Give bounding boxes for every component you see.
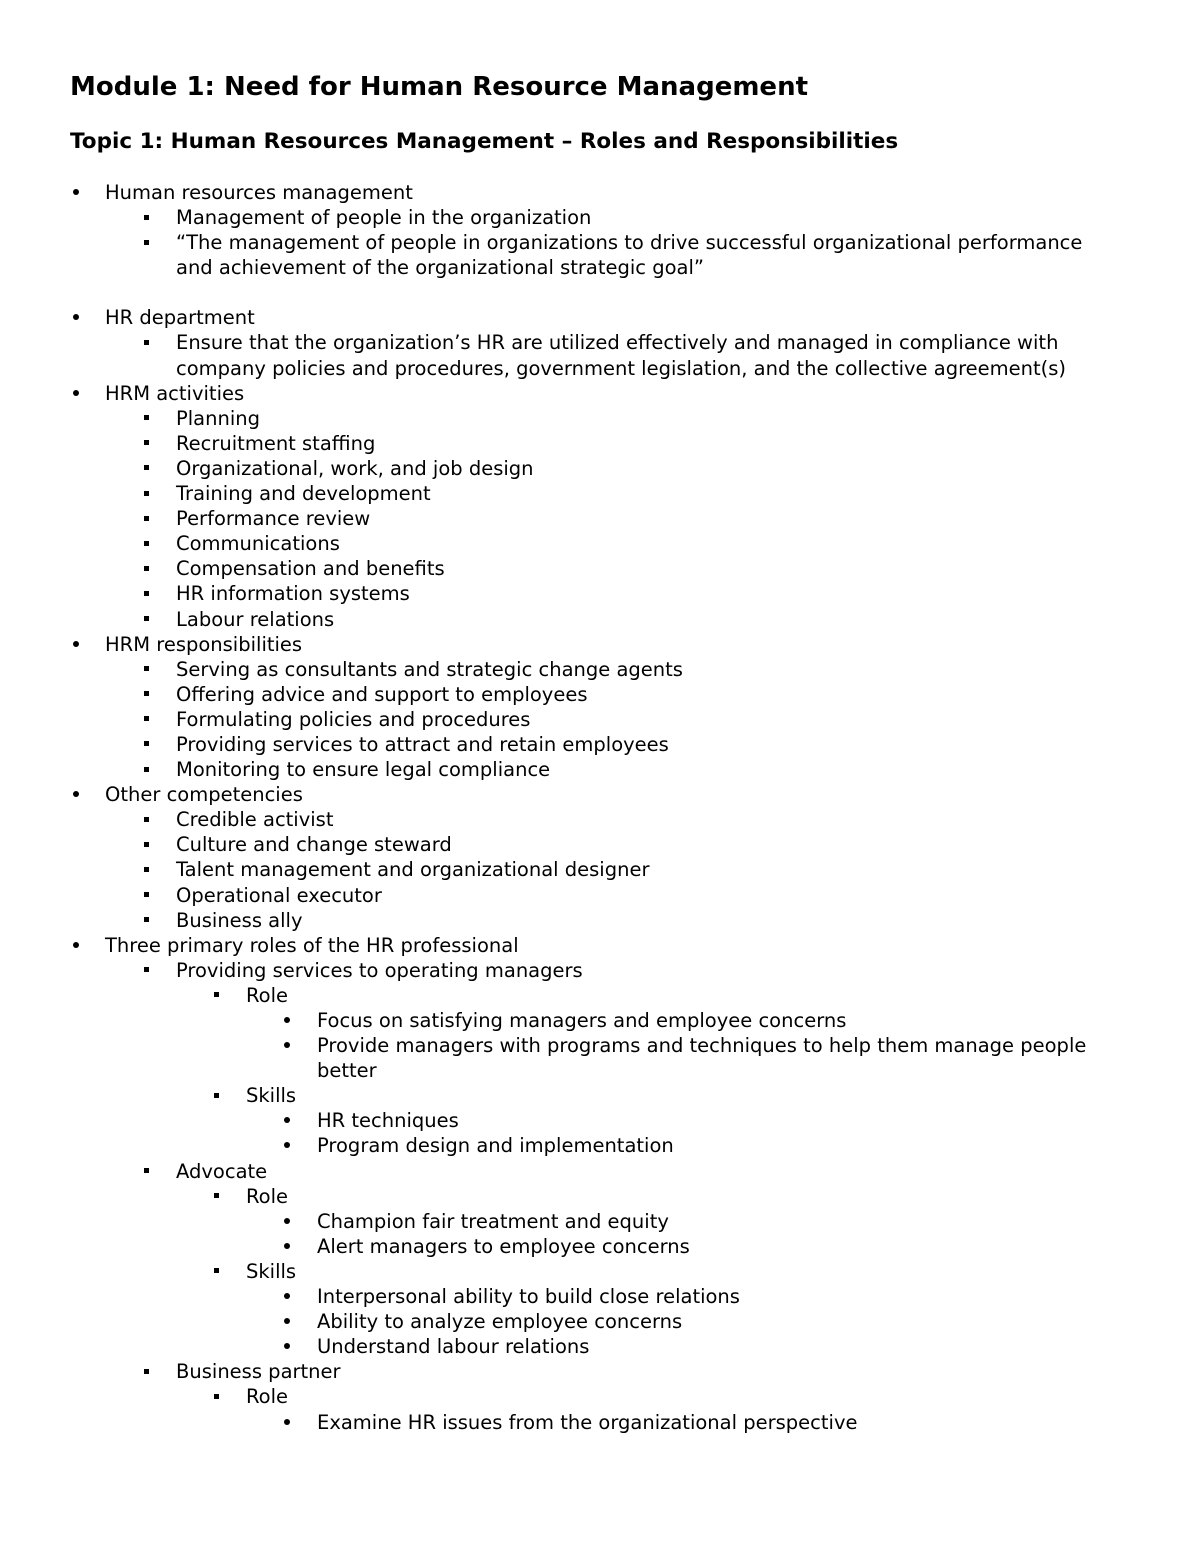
outline-item-text: Skills xyxy=(246,1259,297,1283)
outline-item-level-2 xyxy=(0,205,1200,230)
outline-item-level-2 xyxy=(0,456,1200,481)
outline-item-text: HRM responsibilities xyxy=(105,632,303,656)
square-bullet-icon xyxy=(136,682,156,707)
outline-item-text: Role xyxy=(246,1184,289,1208)
square-bullet-icon xyxy=(136,431,156,456)
round-bullet-icon xyxy=(277,1209,297,1234)
round-bullet-icon xyxy=(277,1284,297,1309)
outline-item-level-1 xyxy=(0,782,1200,807)
outline-list xyxy=(0,180,1200,1435)
outline-item-level-2 xyxy=(0,330,1200,380)
outline-item-text: Business partner xyxy=(176,1360,341,1384)
outline-item-text: Credible activist xyxy=(176,808,334,832)
round-bullet-icon xyxy=(277,1108,297,1133)
outline-item-text: Monitoring to ensure legal compliance xyxy=(176,758,551,782)
outline-item-text: Labour relations xyxy=(176,607,335,631)
square-bullet-icon xyxy=(206,1083,226,1108)
round-bullet-icon xyxy=(277,1309,297,1334)
outline-item-text: Performance review xyxy=(176,507,371,531)
outline-item-level-4 xyxy=(0,1334,1200,1359)
module-title: Module 1: Need for Human Resource Management xyxy=(70,72,809,102)
outline-item-level-3 xyxy=(0,1259,1200,1284)
outline-item-level-1 xyxy=(0,305,1200,330)
outline-item-text: Training and development xyxy=(176,482,431,506)
outline-item-text: Provide managers with programs and techniques to help them manage people better xyxy=(317,1034,1087,1083)
round-bullet-icon xyxy=(277,1234,297,1259)
square-bullet-icon xyxy=(136,607,156,632)
square-bullet-icon xyxy=(136,657,156,682)
outline-item-text: Champion fair treatment and equity xyxy=(317,1209,669,1233)
outline-item-level-1 xyxy=(0,180,1200,205)
outline-item-level-2 xyxy=(0,732,1200,757)
outline-item-text: Management of people in the organization xyxy=(176,206,592,230)
square-bullet-icon xyxy=(206,1259,226,1284)
outline-item-text: Business ally xyxy=(176,908,303,932)
outline-item-text: Understand labour relations xyxy=(317,1335,590,1359)
square-bullet-icon xyxy=(136,556,156,581)
round-bullet-icon xyxy=(66,782,86,807)
outline-item-text: Offering advice and support to employees xyxy=(176,682,588,706)
outline-item-level-3 xyxy=(0,1384,1200,1409)
outline-item-level-4 xyxy=(0,1209,1200,1234)
topic-heading: Topic 1: Human Resources Management – Roles and Responsibilities xyxy=(70,129,899,154)
outline-item-text: Advocate xyxy=(176,1159,268,1183)
outline-item-level-3 xyxy=(0,1184,1200,1209)
square-bullet-icon xyxy=(136,230,156,255)
outline-item-level-2 xyxy=(0,807,1200,832)
square-bullet-icon xyxy=(206,1184,226,1209)
outline-item-level-1 xyxy=(0,381,1200,406)
outline-item-text: Other competencies xyxy=(105,783,303,807)
square-bullet-icon xyxy=(136,581,156,606)
outline-item-text: HR techniques xyxy=(317,1109,459,1133)
square-bullet-icon xyxy=(136,481,156,506)
outline-item-level-2 xyxy=(0,757,1200,782)
outline-item-text: Alert managers to employee concerns xyxy=(317,1234,690,1258)
outline-item-text: HR information systems xyxy=(176,582,410,606)
round-bullet-icon xyxy=(66,381,86,406)
square-bullet-icon xyxy=(136,205,156,230)
outline-item-level-1 xyxy=(0,632,1200,657)
outline-item-text: Program design and implementation xyxy=(317,1134,674,1158)
outline-item-text: Role xyxy=(246,983,289,1007)
square-bullet-icon xyxy=(136,330,156,355)
outline-item-level-3 xyxy=(0,1083,1200,1108)
square-bullet-icon xyxy=(136,832,156,857)
square-bullet-icon xyxy=(136,857,156,882)
outline-item-text: Interpersonal ability to build close relations xyxy=(317,1285,740,1309)
square-bullet-icon xyxy=(136,732,156,757)
outline-item-text: Culture and change steward xyxy=(176,833,452,857)
square-bullet-icon xyxy=(136,908,156,933)
outline-item-level-4 xyxy=(0,1234,1200,1259)
outline-item-text: Operational executor xyxy=(176,883,382,907)
outline-item-level-2 xyxy=(0,230,1200,280)
outline-item-level-4 xyxy=(0,1033,1200,1083)
round-bullet-icon xyxy=(66,933,86,958)
outline-item-text: “The management of people in organizations to drive successful organizational performance and achievement of the organizational strategic goal” xyxy=(176,231,1083,280)
outline-item-text: Serving as consultants and strategic change agents xyxy=(176,657,683,681)
outline-item-level-2 xyxy=(0,857,1200,882)
outline-item-text: HR department xyxy=(105,306,255,330)
round-bullet-icon xyxy=(277,1033,297,1058)
outline-item-level-2 xyxy=(0,657,1200,682)
round-bullet-icon xyxy=(66,305,86,330)
outline-item-text: Talent management and organizational designer xyxy=(176,858,650,882)
round-bullet-icon xyxy=(277,1008,297,1033)
outline-item-text: Formulating policies and procedures xyxy=(176,707,531,731)
outline-item-text: Ability to analyze employee concerns xyxy=(317,1310,683,1334)
outline-item-level-4 xyxy=(0,1284,1200,1309)
outline-item-level-4 xyxy=(0,1108,1200,1133)
square-bullet-icon xyxy=(206,1384,226,1409)
round-bullet-icon xyxy=(277,1133,297,1158)
round-bullet-icon xyxy=(66,180,86,205)
outline-item-text: Ensure that the organization’s HR are utilized effectively and managed in compliance with company policies and procedures, government legislation, and the collective agreement(s) xyxy=(176,331,1067,380)
square-bullet-icon xyxy=(136,757,156,782)
outline-item-level-2 xyxy=(0,883,1200,908)
outline-item-text: Focus on satisfying managers and employee concerns xyxy=(317,1009,847,1032)
square-bullet-icon xyxy=(136,1359,156,1384)
outline-item-level-4 xyxy=(0,1133,1200,1158)
outline-item-text: Compensation and benefits xyxy=(176,557,445,581)
outline-item-level-2 xyxy=(0,531,1200,556)
outline-item-level-2 xyxy=(0,406,1200,431)
square-bullet-icon xyxy=(136,506,156,531)
outline-item-text: Providing services to operating managers xyxy=(176,958,583,982)
outline-item-text: HRM activities xyxy=(105,381,245,405)
outline-item-level-2 xyxy=(0,682,1200,707)
outline-item-level-2 xyxy=(0,607,1200,632)
square-bullet-icon xyxy=(136,958,156,983)
outline-item-text: Skills xyxy=(246,1084,297,1108)
outline-item-level-2 xyxy=(0,506,1200,531)
outline-item-text: Planning xyxy=(176,406,260,430)
square-bullet-icon xyxy=(136,1159,156,1184)
square-bullet-icon xyxy=(136,406,156,431)
outline-item-level-2 xyxy=(0,1359,1200,1384)
round-bullet-icon xyxy=(277,1410,297,1435)
outline-item-text: Providing services to attract and retain employees xyxy=(176,732,669,756)
square-bullet-icon xyxy=(136,707,156,732)
outline-item-level-3 xyxy=(0,983,1200,1008)
outline-item-level-4 xyxy=(0,1309,1200,1334)
outline-item-text: Organizational, work, and job design xyxy=(176,456,534,480)
outline-item-text: Three primary roles of the HR professional xyxy=(105,933,519,957)
round-bullet-icon xyxy=(66,632,86,657)
outline-item-level-4 xyxy=(0,1410,1200,1435)
outline-item-level-2 xyxy=(0,832,1200,857)
outline-item-text: Recruitment staffing xyxy=(176,431,376,455)
square-bullet-icon xyxy=(206,983,226,1008)
outline-item-level-2 xyxy=(0,431,1200,456)
outline-item-text: Examine HR issues from the organizational perspective xyxy=(317,1410,858,1434)
outline-item-level-2 xyxy=(0,581,1200,606)
outline-item-level-2 xyxy=(0,1159,1200,1184)
outline-item-level-2 xyxy=(0,707,1200,732)
outline-item-level-4 xyxy=(0,1008,1200,1033)
square-bullet-icon xyxy=(136,531,156,556)
outline-item-level-1 xyxy=(0,933,1200,958)
square-bullet-icon xyxy=(136,807,156,832)
square-bullet-icon xyxy=(136,456,156,481)
outline-item-level-2 xyxy=(0,556,1200,581)
outline-item-level-2 xyxy=(0,908,1200,933)
outline-item-level-2 xyxy=(0,958,1200,983)
outline-item-level-2 xyxy=(0,481,1200,506)
outline-item-text: Communications xyxy=(176,532,340,556)
outline-item-text: Role xyxy=(246,1385,289,1409)
square-bullet-icon xyxy=(136,883,156,908)
outline-item-text: Human resources management xyxy=(105,181,413,204)
round-bullet-icon xyxy=(277,1334,297,1359)
